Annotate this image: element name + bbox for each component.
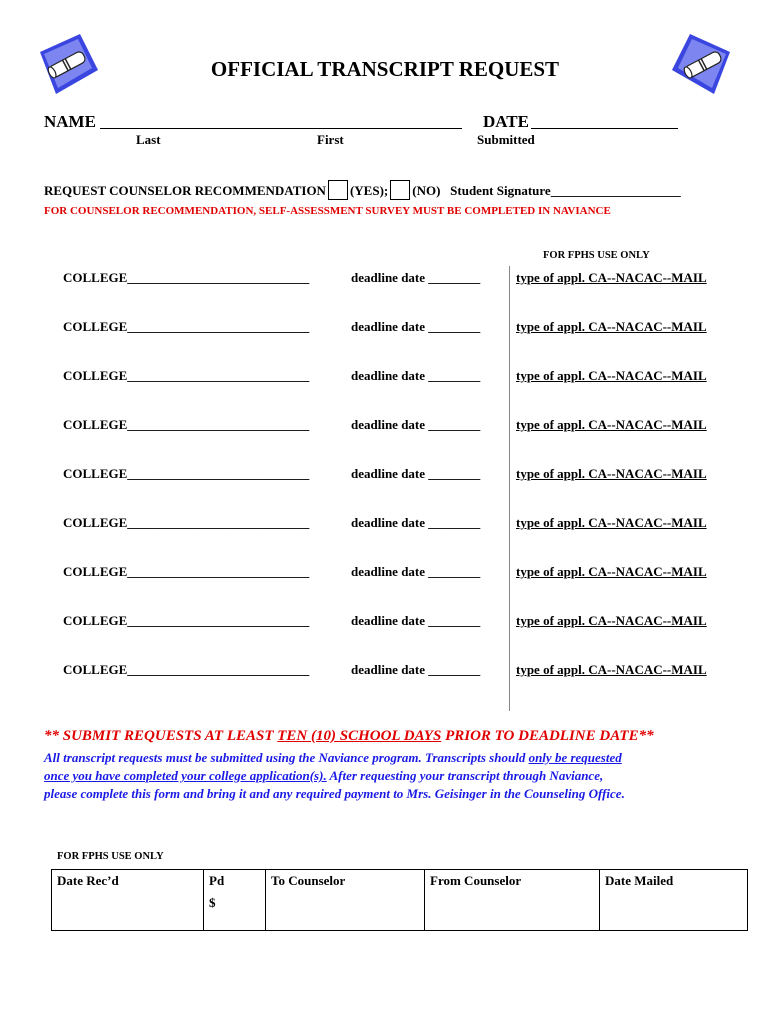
- to-counselor-label: To Counselor: [271, 873, 346, 888]
- instructions-emphasis: only be requested: [528, 750, 622, 765]
- application-type: type of appl. CA--NACAC--MAIL: [516, 466, 707, 481]
- fphs-use-only-label: FOR FPHS USE ONLY: [543, 250, 650, 261]
- deadline-date-field[interactable]: deadline date ________: [351, 662, 481, 677]
- college-field[interactable]: COLLEGE____________________________: [63, 662, 310, 677]
- yes-label: (YES);: [349, 183, 389, 198]
- instructions-text: All transcript requests must be submitted using the Naviance program. Transcripts should: [44, 750, 529, 765]
- date-mailed-label: Date Mailed: [605, 873, 674, 888]
- application-type: type of appl. CA--NACAC--MAIL: [516, 662, 707, 677]
- counselor-recommendation-row: [44, 180, 681, 200]
- application-type: type of appl. CA--NACAC--MAIL: [516, 613, 707, 628]
- submitted-sublabel: Submitted: [477, 132, 535, 147]
- deadline-date-field[interactable]: deadline date ________: [351, 319, 481, 334]
- to-counselor-cell[interactable]: [266, 870, 425, 931]
- application-type: type of appl. CA--NACAC--MAIL: [516, 319, 707, 334]
- instructions-line-1: [44, 750, 622, 766]
- deadline-date-field[interactable]: deadline date ________: [351, 270, 481, 285]
- deadline-date-field[interactable]: deadline date ________: [351, 466, 481, 481]
- deadline-date-field[interactable]: deadline date ________: [351, 417, 481, 432]
- first-sublabel: First: [317, 132, 344, 147]
- deadline-date-field[interactable]: deadline date ________: [351, 613, 481, 628]
- no-label: (NO): [412, 183, 441, 198]
- application-type: type of appl. CA--NACAC--MAIL: [516, 564, 707, 579]
- name-field[interactable]: [100, 128, 462, 129]
- college-field[interactable]: COLLEGE____________________________: [63, 368, 310, 383]
- from-counselor-label: From Counselor: [430, 873, 522, 888]
- dollar-label: $: [209, 895, 216, 910]
- name-label: NAME: [44, 112, 96, 131]
- college-field[interactable]: COLLEGE____________________________: [63, 515, 310, 530]
- date-field[interactable]: [531, 128, 678, 129]
- deadline-date-field[interactable]: deadline date ________: [351, 368, 481, 383]
- date-received-cell[interactable]: [52, 870, 204, 931]
- college-field[interactable]: COLLEGE____________________________: [63, 417, 310, 432]
- deadline-date-field[interactable]: deadline date ________: [351, 564, 481, 579]
- fphs-use-only-label: FOR FPHS USE ONLY: [57, 851, 164, 862]
- last-sublabel: Last: [136, 132, 161, 147]
- date-mailed-cell[interactable]: [600, 870, 748, 931]
- deadline-date-field[interactable]: deadline date ________: [351, 515, 481, 530]
- college-field[interactable]: COLLEGE____________________________: [63, 270, 310, 285]
- page-title: OFFICIAL TRANSCRIPT REQUEST: [210, 57, 560, 81]
- office-use-table: [51, 869, 748, 931]
- submit-notice-post: PRIOR TO DEADLINE DATE**: [441, 728, 654, 744]
- submit-notice-days: TEN (10) SCHOOL DAYS: [277, 728, 442, 744]
- application-type: type of appl. CA--NACAC--MAIL: [516, 417, 707, 432]
- college-field[interactable]: COLLEGE____________________________: [63, 564, 310, 579]
- paid-cell[interactable]: [204, 870, 266, 931]
- college-field[interactable]: COLLEGE____________________________: [63, 613, 310, 628]
- column-divider: [509, 266, 510, 711]
- instructions-text: After requesting your transcript through Naviance,: [326, 768, 604, 783]
- paid-label: Pd: [209, 873, 225, 888]
- date-received-label: Date Rec’d: [57, 873, 119, 888]
- instructions-line-2: [44, 768, 603, 784]
- from-counselor-cell[interactable]: [425, 870, 600, 931]
- application-type: type of appl. CA--NACAC--MAIL: [516, 270, 707, 285]
- yes-checkbox[interactable]: [328, 180, 348, 200]
- college-field[interactable]: COLLEGE____________________________: [63, 319, 310, 334]
- naviance-notice: FOR COUNSELOR RECOMMENDATION, SELF-ASSESSMENT SURVEY MUST BE COMPLETED IN NAVIANCE: [44, 205, 611, 217]
- student-signature-field[interactable]: Student Signature____________________: [450, 183, 681, 198]
- date-label: DATE: [483, 112, 529, 131]
- application-type: type of appl. CA--NACAC--MAIL: [516, 368, 707, 383]
- submit-deadline-notice: [44, 728, 654, 745]
- application-type: type of appl. CA--NACAC--MAIL: [516, 515, 707, 530]
- instructions-line-3: please complete this form and bring it and any required payment to Mrs. Geisinger in the Counseling Office.: [44, 786, 625, 801]
- instructions-emphasis: once you have completed your college application(s).: [44, 768, 327, 783]
- no-checkbox[interactable]: [390, 180, 410, 200]
- submit-notice-pre: ** SUBMIT REQUESTS AT LEAST: [44, 728, 278, 744]
- counselor-recommendation-label: REQUEST COUNSELOR RECOMMENDATION: [44, 183, 326, 198]
- college-field[interactable]: COLLEGE____________________________: [63, 466, 310, 481]
